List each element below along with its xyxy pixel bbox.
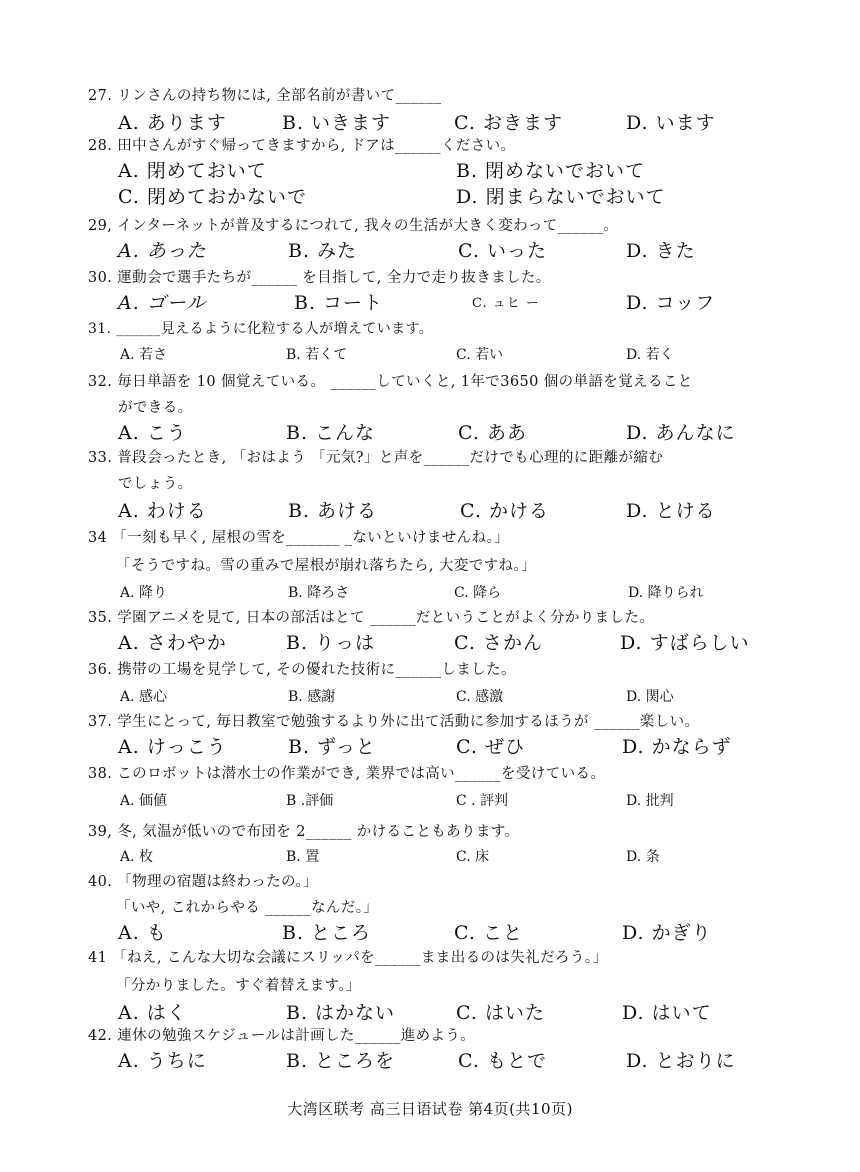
option-b[interactable]: B. はかない — [286, 1002, 396, 1024]
option-a[interactable]: A. 価値 — [120, 793, 168, 809]
question-33-stem-continued: でしょう。 — [118, 476, 193, 492]
option-b[interactable]: B. 感謝 — [288, 689, 336, 705]
option-a[interactable]: A. ゴール — [118, 292, 207, 314]
option-a[interactable]: A. さわやか — [118, 632, 227, 654]
question-38-stem: 38. このロボットは潜水士の作業ができ, 業界では高い______を受けている。 — [88, 766, 606, 782]
option-a[interactable]: A. 閉めておいて — [118, 160, 267, 182]
option-a[interactable]: A. 降り — [120, 585, 168, 601]
question-37-stem: 37. 学生にとって, 毎日教室で勉強するより外に出て活動に参加するほうが ______楽しい。 — [88, 714, 700, 730]
option-d[interactable]: D. とおりに — [626, 1050, 736, 1072]
option-d[interactable]: D. きた — [626, 240, 696, 262]
option-b[interactable]: B. あける — [288, 500, 378, 522]
question-39-stem: 39, 冬, 気温が低いので布団を 2______ かけることもあります。 — [88, 824, 520, 840]
option-c[interactable]: C. 感激 — [456, 689, 504, 705]
option-b[interactable]: B. こんな — [286, 422, 376, 444]
option-b[interactable]: B. 置 — [286, 849, 320, 865]
option-c[interactable]: C. もとで — [458, 1050, 547, 1072]
question-29-stem: 29, インターネットが普及するにつれて, 我々の生活が大きく変わって______。 — [88, 218, 619, 234]
option-b[interactable]: B. ところを — [286, 1050, 396, 1072]
option-a[interactable]: A. あった — [118, 240, 207, 262]
question-27-stem: 27. リンさんの持ち物には, 全部名前が書いて______ — [88, 88, 442, 104]
question-41-stem-continued: 「分かりました。すぐ着替えます。」 — [116, 978, 361, 994]
option-b[interactable]: B. りっは — [286, 632, 376, 654]
option-d[interactable]: D. とける — [626, 500, 716, 522]
question-32-stem: 32. 毎日単語を 10 個覚えている。 ______していくと, 1年で3650 個の単語を覚えること — [88, 374, 693, 390]
option-c[interactable]: C. ああ — [458, 422, 527, 444]
option-b[interactable]: B. ところ — [282, 922, 372, 944]
option-d[interactable]: D. はいて — [622, 1002, 712, 1024]
option-a[interactable]: A. も — [118, 922, 167, 944]
question-40-stem-continued: 「いや, これからやる ______なんだ。」 — [116, 900, 379, 916]
option-c[interactable]: C. さかん — [454, 632, 543, 654]
option-c[interactable]: C. 若い — [456, 347, 504, 363]
option-d[interactable]: D. かならず — [622, 736, 732, 758]
question-35-stem: 35. 学園アニメを見て, 日本の部活はとて ______だということがよく分かりました。 — [88, 610, 655, 626]
option-a[interactable]: A. 感心 — [120, 689, 168, 705]
option-a[interactable]: A. はく — [118, 1002, 187, 1024]
option-b[interactable]: B. コート — [294, 292, 384, 314]
question-40-stem: 40. 「物理の宿題は終わったの。」 — [88, 874, 318, 890]
question-41-stem: 41 「ねえ, こんな大切な会議にスリッパを______まま出るのは失礼だろう。」 — [88, 950, 608, 966]
option-b[interactable]: B. 閉めないでおいて — [456, 160, 646, 182]
option-d[interactable]: D. います — [626, 112, 716, 134]
option-b[interactable]: B .評価 — [286, 793, 334, 809]
option-d[interactable]: D. 若く — [626, 347, 674, 363]
option-a[interactable]: A. こう — [118, 422, 187, 444]
option-c[interactable]: C. ぜひ — [456, 736, 525, 758]
option-b[interactable]: B. いきます — [282, 112, 392, 134]
page-footer: 大湾区联考 高三日语试卷 第4页(共10页) — [287, 1100, 573, 1118]
question-32-stem-continued: ができる。 — [118, 400, 193, 416]
option-d[interactable]: D. 批判 — [626, 793, 674, 809]
option-d[interactable]: D. 条 — [626, 849, 660, 865]
option-d[interactable]: D. かぎり — [622, 922, 712, 944]
option-c[interactable]: C. こと — [454, 922, 523, 944]
option-c[interactable]: C. いった — [458, 240, 547, 262]
option-a[interactable]: A. 枚 — [120, 849, 154, 865]
option-c[interactable]: C. 降ら — [454, 585, 502, 601]
option-b[interactable]: B. ずっと — [288, 736, 376, 758]
option-c[interactable]: C. ュヒ ー — [472, 296, 540, 311]
option-c[interactable]: C . 評判 — [456, 793, 509, 809]
option-d[interactable]: D. 閉まらないでおいて — [456, 186, 666, 208]
question-28-stem: 28. 田中さんがすぐ帰ってきますから, ドアは______ください。 — [88, 138, 516, 154]
option-a[interactable]: A. 若さ — [120, 347, 168, 363]
option-a[interactable]: A. けっこう — [118, 736, 227, 758]
option-c[interactable]: C. 閉めておかないで — [118, 186, 307, 208]
option-d[interactable]: D. あんなに — [626, 422, 736, 444]
question-31-stem: 31. ______見えるように化粒する人が増えています。 — [88, 321, 434, 337]
question-30-stem: 30. 運動会で選手たちが______ を目指して, 全力で走り抜きました。 — [88, 270, 551, 286]
question-36-stem: 36. 携帯の工場を見学して, その優れた技術に______しました。 — [88, 662, 516, 678]
option-b[interactable]: B. みた — [288, 240, 358, 262]
option-a[interactable]: A. あります — [118, 112, 227, 134]
question-42-stem: 42. 連休の勉強スケジュールは計画した______進めよう。 — [88, 1028, 476, 1044]
option-d[interactable]: D. 関心 — [626, 689, 674, 705]
option-c[interactable]: C. おきます — [454, 112, 563, 134]
option-d[interactable]: D. コッフ — [626, 292, 716, 314]
option-a[interactable]: A. わける — [118, 500, 207, 522]
option-c[interactable]: C. かける — [460, 500, 549, 522]
option-c[interactable]: C. 床 — [456, 849, 490, 865]
option-b[interactable]: B. 降ろさ — [288, 585, 350, 601]
question-34-stem: 34 「一刻も早く, 屋根の雪を_______ _ないといけませんね。」 — [88, 530, 510, 546]
option-b[interactable]: B. 若くて — [286, 347, 348, 363]
option-d[interactable]: D. 降りられ — [628, 585, 704, 601]
option-a[interactable]: A. うちに — [118, 1050, 207, 1072]
option-d[interactable]: D. すばらしい — [620, 632, 750, 654]
question-33-stem: 33. 普段会ったとき, 「おはよう 「元気?」と声を______だけでも心理的に距離が縮む — [88, 450, 664, 466]
question-34-stem-continued: 「そうですね。雪の重みで屋根が崩れ落ちたら, 大変ですね。」 — [116, 558, 536, 574]
option-c[interactable]: C. はいた — [456, 1002, 545, 1024]
